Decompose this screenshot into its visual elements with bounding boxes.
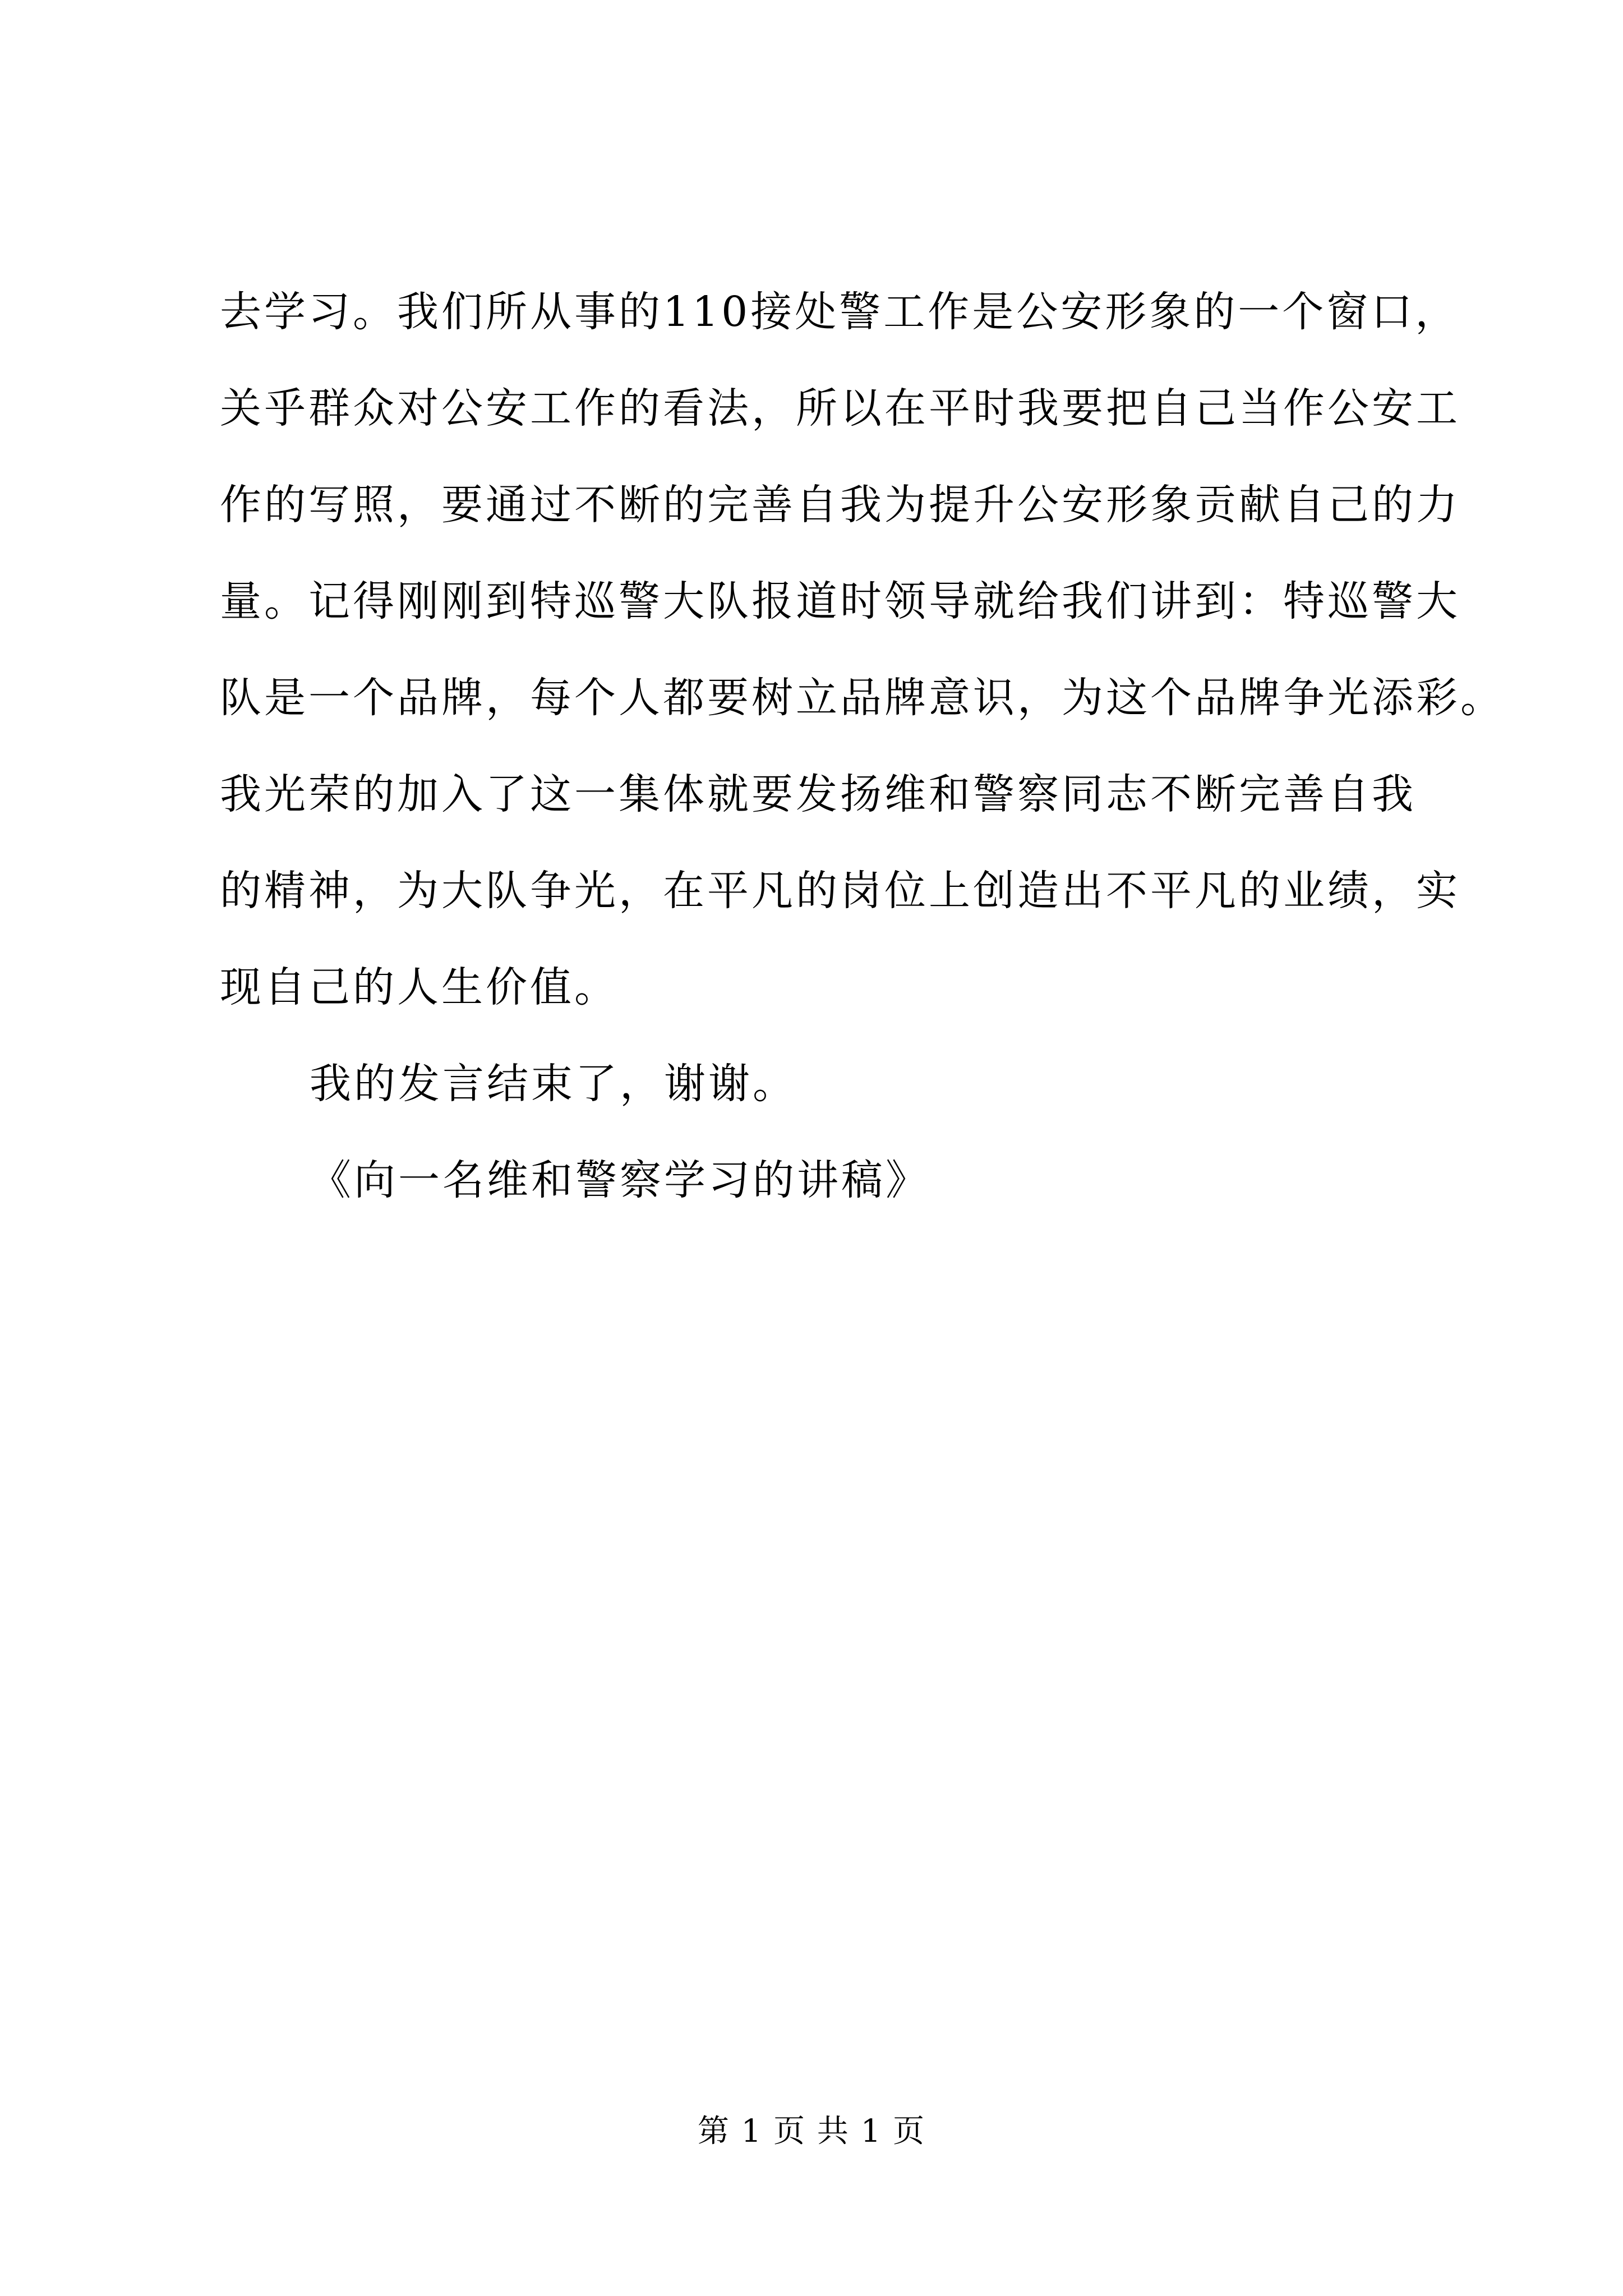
paragraph-line: 作的写照，要通过不断的完善自我为提升公安形象贡献自己的力 — [220, 481, 1460, 529]
page-number-footer: 第 1 页 共 1 页 — [697, 2113, 926, 2150]
paragraph-line: 关乎群众对公安工作的看法，所以在平时我要把自己当作公安工 — [220, 384, 1460, 432]
paragraph-line: 我光荣的加入了这一集体就要发扬维和警察同志不断完善自我 — [220, 770, 1416, 818]
paragraph-line: 的精神，为大队争光，在平凡的岗位上创造出不平凡的业绩，实 — [220, 867, 1460, 915]
paragraph-line: 现自己的人生价值。 — [220, 963, 619, 1011]
document-body — [220, 264, 1505, 1228]
paragraph-line: 去学习。我们所从事的110接处警工作是公安形象的一个窗口， — [220, 288, 1460, 336]
paragraph-line: 量。记得刚刚到特巡警大队报道时领导就给我们讲到：特巡警大 — [220, 577, 1460, 625]
paragraph-line: 队是一个品牌，每个人都要树立品牌意识，为这个品牌争光添彩。 — [220, 674, 1505, 722]
closing-remark: 我的发言结束了，谢谢。 — [310, 1060, 797, 1108]
document-title-line: 《向一名维和警察学习的讲稿》 — [310, 1156, 930, 1204]
